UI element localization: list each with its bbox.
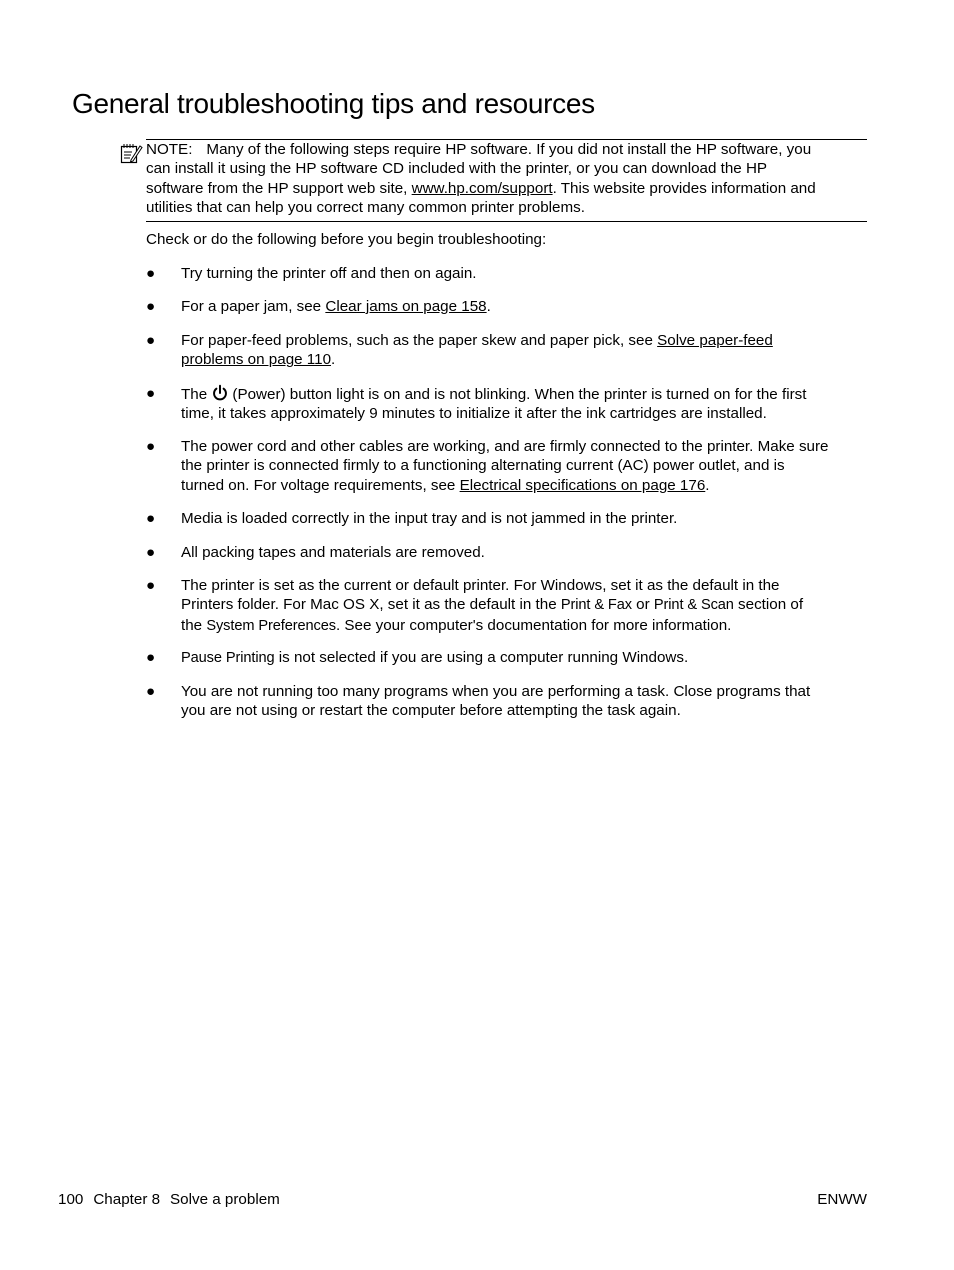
intro-text: Check or do the following before you begin troubleshooting: (146, 231, 547, 248)
bullet: ● (146, 265, 156, 282)
item-text: Media is loaded correctly in the input tray and is not jammed in the printer. (181, 510, 678, 527)
item-text: The (181, 386, 212, 403)
item-text: time, it takes approximately 9 minutes to initialize it after the ink cartridges are installed. (181, 405, 767, 423)
bullet: ● (146, 577, 156, 594)
footer-left (58, 1191, 290, 1208)
bullet: ● (146, 438, 156, 455)
power-icon (211, 384, 229, 402)
note-text: software from the HP support web site, (146, 179, 412, 197)
item-text: Printers folder. For Mac OS X, set it as the default in the (181, 596, 561, 614)
bullet: ● (146, 332, 156, 349)
ui-term-print-scan: Print & Scan (653, 597, 734, 614)
item-text: All packing tapes and materials are removed. (181, 544, 485, 561)
ui-term-pause-printing: Pause Printing (181, 650, 275, 666)
note-text: can install it using the HP software CD included with the printer, or you can download the HP (146, 160, 768, 178)
bullet: ● (146, 649, 156, 666)
item-text: is not selected if you are using a computer running Windows. (274, 649, 689, 666)
note-label: NOTE: (146, 141, 193, 158)
page-title: General troubleshooting tips and resources (72, 88, 595, 119)
ui-term-system-preferences: System Preferences (206, 617, 336, 634)
item-text: . (705, 476, 710, 494)
note-text: utilities that can help you correct many common printer problems. (146, 199, 585, 217)
bullet: ● (146, 683, 156, 700)
item-text: . (331, 351, 336, 369)
item-text: You are not running too many programs when you are performing a task. Close programs that (181, 683, 811, 700)
item-text: or (631, 596, 654, 614)
item-text: For paper-feed problems, such as the paper skew and paper pick, see (181, 332, 658, 349)
item-text: Try turning the printer off and then on again. (181, 265, 477, 282)
item-text: (Power) button light is on and is not blinking. When the printer is turned on for the first (232, 386, 807, 403)
electrical-specs-link[interactable]: Electrical specifications on page 176 (459, 476, 706, 494)
note-text: Many of the following steps require HP software. If you did not install the HP software, you (206, 141, 812, 158)
item-text: . See your computer's documentation for more information. (335, 616, 732, 634)
item-text: you are not using or restart the computer before attempting the task again. (181, 702, 681, 720)
item-text: turned on. For voltage requirements, see (181, 476, 460, 494)
clear-jams-link[interactable]: Clear jams on page 158 (325, 298, 487, 315)
item-text: The printer is set as the current or default printer. For Windows, set it as the default in the (181, 577, 780, 594)
footer-right: ENWW (817, 1191, 867, 1208)
page-number: 100 (58, 1191, 84, 1208)
hp-support-link[interactable]: www.hp.com/support (411, 179, 553, 197)
note-icon (119, 141, 143, 165)
bullet: ● (146, 385, 156, 402)
item-text: the (181, 616, 207, 634)
ui-term-print-fax: Print & Fax (560, 597, 632, 614)
section-label: Solve a problem (170, 1191, 280, 1208)
paper-feed-link[interactable]: Solve paper-feed (657, 332, 773, 349)
bullet: ● (146, 510, 156, 527)
chapter-label: Chapter 8 (93, 1191, 161, 1208)
bullet: ● (146, 298, 156, 315)
item-text: The power cord and other cables are working, and are firmly connected to the printer. Make sure (181, 438, 829, 455)
item-text: the printer is connected firmly to a functioning alternating current (AC) power outlet, and is (181, 457, 785, 475)
item-text: For a paper jam, see (181, 298, 326, 315)
paper-feed-link[interactable]: problems on page 110 (181, 351, 332, 369)
note-text: . This website provides information and (552, 179, 816, 197)
note-box (146, 139, 867, 222)
item-text: . (486, 298, 491, 315)
bullet: ● (146, 544, 156, 561)
item-text: section of (733, 596, 804, 614)
